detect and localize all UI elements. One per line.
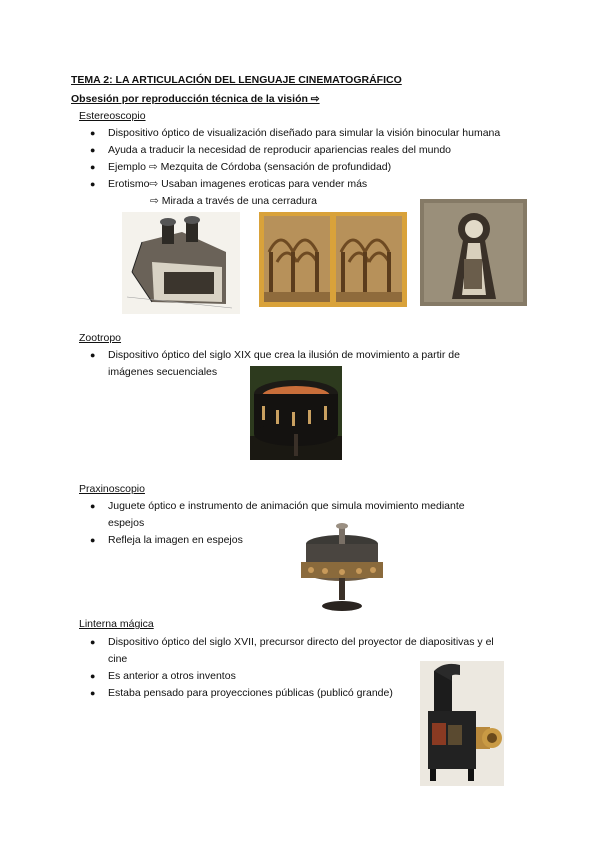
bullet-icon: ● — [90, 128, 96, 138]
list-item: Erotismo⇨ Usaban imagenes eroticas para vender más — [108, 178, 368, 190]
bullet-icon: ● — [90, 179, 96, 189]
list-subitem: ⇨ Mirada a través de una cerradura — [150, 195, 317, 207]
bullet-icon: ● — [90, 535, 96, 545]
list-item: Dispositivo óptico del siglo XIX que crea la ilusión de movimiento a partir de — [108, 349, 460, 361]
stereoscope-device-image — [122, 212, 240, 314]
bullet-icon: ● — [90, 350, 96, 360]
page-subtitle: Obsesión por reproducción técnica de la visión ⇨ — [71, 93, 320, 105]
bullet-icon: ● — [90, 671, 96, 681]
keyhole-photograph-image — [420, 199, 527, 306]
bullet-icon: ● — [90, 501, 96, 511]
magic-lantern-image — [420, 661, 504, 786]
section-heading-estereoscopio: Estereoscopio — [79, 110, 146, 122]
list-item: Dispositivo óptico del siglo XVII, precursor directo del proyector de diapositivas y el — [108, 636, 494, 648]
list-item: Ejemplo ⇨ Mezquita de Córdoba (sensación de profundidad) — [108, 161, 392, 173]
section-heading-linterna-magica: Linterna mágica — [79, 618, 154, 630]
list-item: Dispositivo óptico de visualización diseñado para simular la visión binocular humana — [108, 127, 501, 139]
list-item-continuation: espejos — [108, 517, 145, 529]
list-item: Ayuda a traducir la necesidad de reproducir apariencias reales del mundo — [108, 144, 452, 156]
bullet-icon: ● — [90, 145, 96, 155]
mezquita-stereo-card-image — [259, 212, 407, 307]
page-title: TEMA 2: LA ARTICULACIÓN DEL LENGUAJE CINEMATOGRÁFICO — [71, 74, 402, 86]
list-item: Es anterior a otros inventos — [108, 670, 236, 682]
zoetrope-image — [250, 366, 342, 460]
bullet-icon: ● — [90, 688, 96, 698]
list-item-continuation: imágenes secuenciales — [108, 366, 218, 378]
list-item: Estaba pensado para proyecciones públicas (publicó grande) — [108, 687, 393, 699]
list-item: Refleja la imagen en espejos — [108, 534, 243, 546]
section-heading-zootropo: Zootropo — [79, 332, 122, 344]
bullet-icon: ● — [90, 637, 96, 647]
list-item: Juguete óptico e instrumento de animación que simula movimiento mediante — [108, 500, 465, 512]
praxinoscope-image — [295, 522, 389, 614]
list-item-continuation: cine — [108, 653, 128, 665]
bullet-icon: ● — [90, 162, 96, 172]
section-heading-praxinoscopio: Praxinoscopio — [79, 483, 145, 495]
